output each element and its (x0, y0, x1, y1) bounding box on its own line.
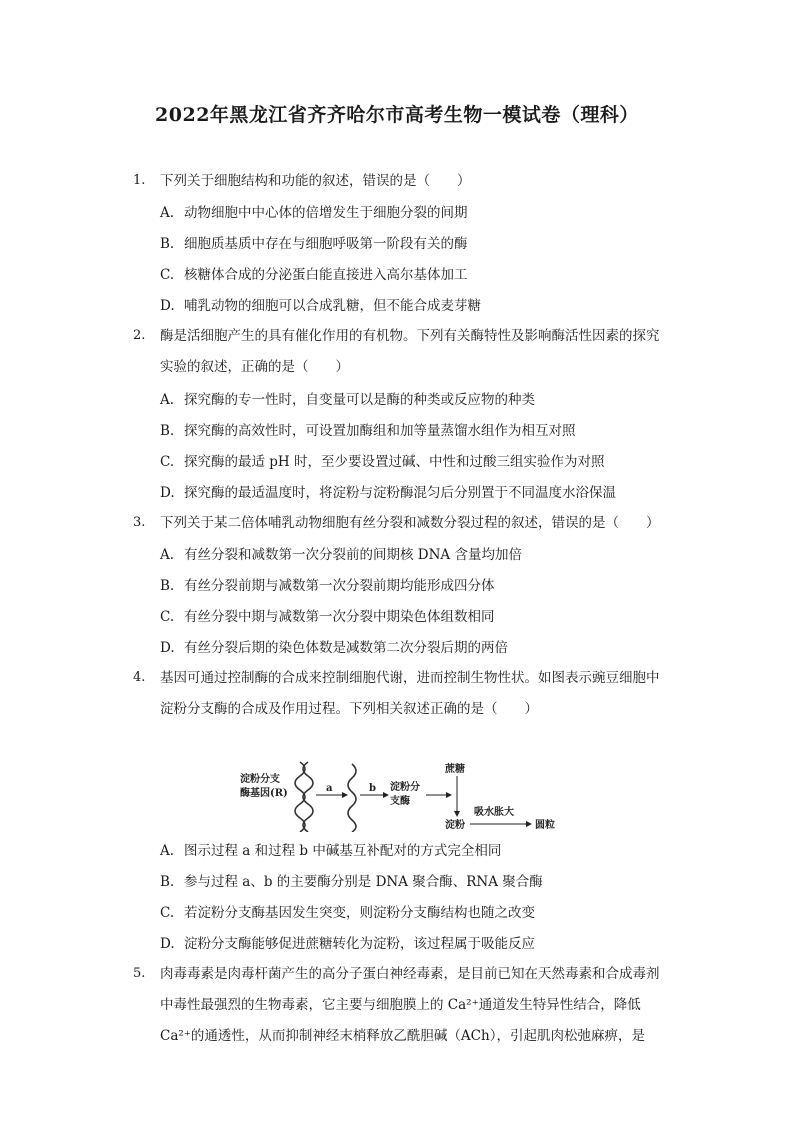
option-text: 有丝分裂和减数第一次分裂前的间期核 DNA 含量均加倍 (184, 547, 522, 563)
option-text: 有丝分裂前期与减数第一次分裂前期均能形成四分体 (184, 578, 495, 594)
option-text: 图示过程 a 和过程 b 中碱基互补配对的方式完全相同 (184, 843, 502, 859)
gene-label-line1: 淀粉分支 (240, 774, 280, 785)
option-text: 哺乳动物的细胞可以合成乳糖，但不能合成麦芽糖 (184, 298, 481, 314)
arrow-b-label: b (369, 783, 376, 794)
option-letter: B. (160, 423, 175, 439)
option-c[interactable] (160, 265, 468, 285)
starch-label: 淀粉 (445, 820, 465, 831)
option-letter: C. (160, 454, 175, 470)
option-letter: B. (160, 236, 175, 252)
option-b[interactable] (160, 421, 576, 441)
option-letter: C. (160, 609, 175, 625)
question-stem: 下列关于某二倍体哺乳动物细胞有丝分裂和减数分裂过程的叙述，错误的是（ ） (160, 515, 660, 531)
question-stem: 基因可通过控制酶的合成来控制细胞代谢，进而控制生物性状。如图表示豌豆细胞中淀粉分支酶的合成及作用过程。下列相关叙述正确的是（ ） (160, 670, 660, 717)
question-number: 4. (133, 670, 146, 685)
question-stem: 肉毒毒素是肉毒杆菌产生的高分子蛋白神经毒素，是目前已知在天然毒素和合成毒剂中毒性最强烈的生物毒素，它主要与细胞膜上的 Ca²⁺通道发生特异性结合，降低 Ca²⁺的通透性，从而抑制神经末梢释放乙酰胆碱（ACh），引起肌肉松弛麻痹，是 (160, 966, 660, 1044)
option-text: 核糖体合成的分泌蛋白能直接进入高尔基体加工 (184, 267, 468, 283)
enzyme-to-reaction-arrow (426, 792, 452, 798)
option-a[interactable] (160, 841, 501, 861)
option-text: 动物细胞中中心体的倍增发生于细胞分裂的间期 (184, 205, 468, 221)
option-text: 有丝分裂中期与减数第一次分裂中期染色体组数相同 (184, 609, 495, 625)
option-letter: D. (160, 485, 175, 501)
question-number: 3. (133, 515, 146, 530)
option-text: 探究酶的专一性时，自变量可以是酶的种类或反应物的种类 (184, 392, 535, 408)
option-letter: A. (160, 843, 175, 859)
option-b[interactable] (160, 872, 543, 892)
question-number: 1. (133, 173, 146, 188)
option-d[interactable] (160, 296, 481, 316)
arrow-a-label: a (326, 783, 333, 794)
sucrose-label: 蔗糖 (445, 764, 465, 775)
option-text: 探究酶的高效性时，可设置加酶组和加等量蒸馏水组作为相互对照 (184, 423, 576, 439)
starch-to-round-arrow (470, 821, 532, 827)
arrow-a (316, 783, 348, 798)
option-letter: D. (160, 298, 175, 314)
arrow-b (360, 783, 389, 798)
dna-helix-icon (295, 762, 313, 832)
option-text: 探究酶的最适温度时，将淀粉与淀粉酶混匀后分别置于不同温度水浴保温 (184, 485, 616, 501)
option-text: 细胞质基质中存在与细胞呼吸第一阶段有关的酶 (184, 236, 468, 252)
option-d[interactable] (160, 638, 508, 658)
round-seed-label: 圆粒 (535, 820, 555, 831)
option-letter: D. (160, 936, 175, 952)
option-letter: B. (160, 874, 175, 890)
option-c[interactable] (160, 452, 605, 472)
option-c[interactable] (160, 903, 535, 923)
option-d[interactable] (160, 483, 616, 503)
option-letter: C. (160, 267, 175, 283)
option-d[interactable] (160, 934, 535, 954)
option-text: 若淀粉分支酶基因发生突变，则淀粉分支酶结构也随之改变 (184, 905, 535, 921)
page-title: 2022年黑龙江省齐齐哈尔市高考生物一模试卷（理科） (155, 104, 639, 126)
option-letter: D. (160, 640, 175, 656)
swell-label: 吸水胀大 (474, 807, 514, 818)
question-stem: 下列关于细胞结构和功能的叙述，错误的是（ ） (160, 173, 471, 189)
option-a[interactable] (160, 203, 468, 223)
option-b[interactable] (160, 576, 495, 596)
enzyme-label-line2: 支酶 (390, 796, 410, 807)
option-letter: A. (160, 547, 175, 563)
option-b[interactable] (160, 234, 468, 254)
gene-label-line2: 酶基因(R) (240, 788, 288, 799)
sucrose-to-starch-arrow (454, 776, 460, 817)
option-text: 有丝分裂后期的染色体数是减数第二次分裂后期的两倍 (184, 640, 508, 656)
option-a[interactable] (160, 545, 522, 565)
question-number: 2. (133, 328, 146, 343)
mrna-strand-icon (348, 764, 356, 832)
option-a[interactable] (160, 390, 535, 410)
option-letter: A. (160, 205, 175, 221)
question-number: 5. (133, 966, 146, 981)
question-stem: 酶是活细胞产生的具有催化作用的有机物。下列有关酶特性及影响酶活性因素的探究实验的叙述，正确的是（ ） (160, 328, 660, 375)
starch-branching-enzyme-diagram (238, 760, 568, 832)
option-text: 参与过程 a、b 的主要酶分别是 DNA 聚合酶、RNA 聚合酶 (184, 874, 543, 890)
option-text: 淀粉分支酶能够促进蔗糖转化为淀粉，该过程属于吸能反应 (184, 936, 535, 952)
option-letter: C. (160, 905, 175, 921)
option-letter: A. (160, 392, 175, 408)
option-c[interactable] (160, 607, 495, 627)
option-letter: B. (160, 578, 175, 594)
option-text: 探究酶的最适 pH 时，至少要设置过碱、中性和过酸三组实验作为对照 (184, 454, 605, 470)
enzyme-label-line1: 淀粉分 (390, 782, 420, 793)
